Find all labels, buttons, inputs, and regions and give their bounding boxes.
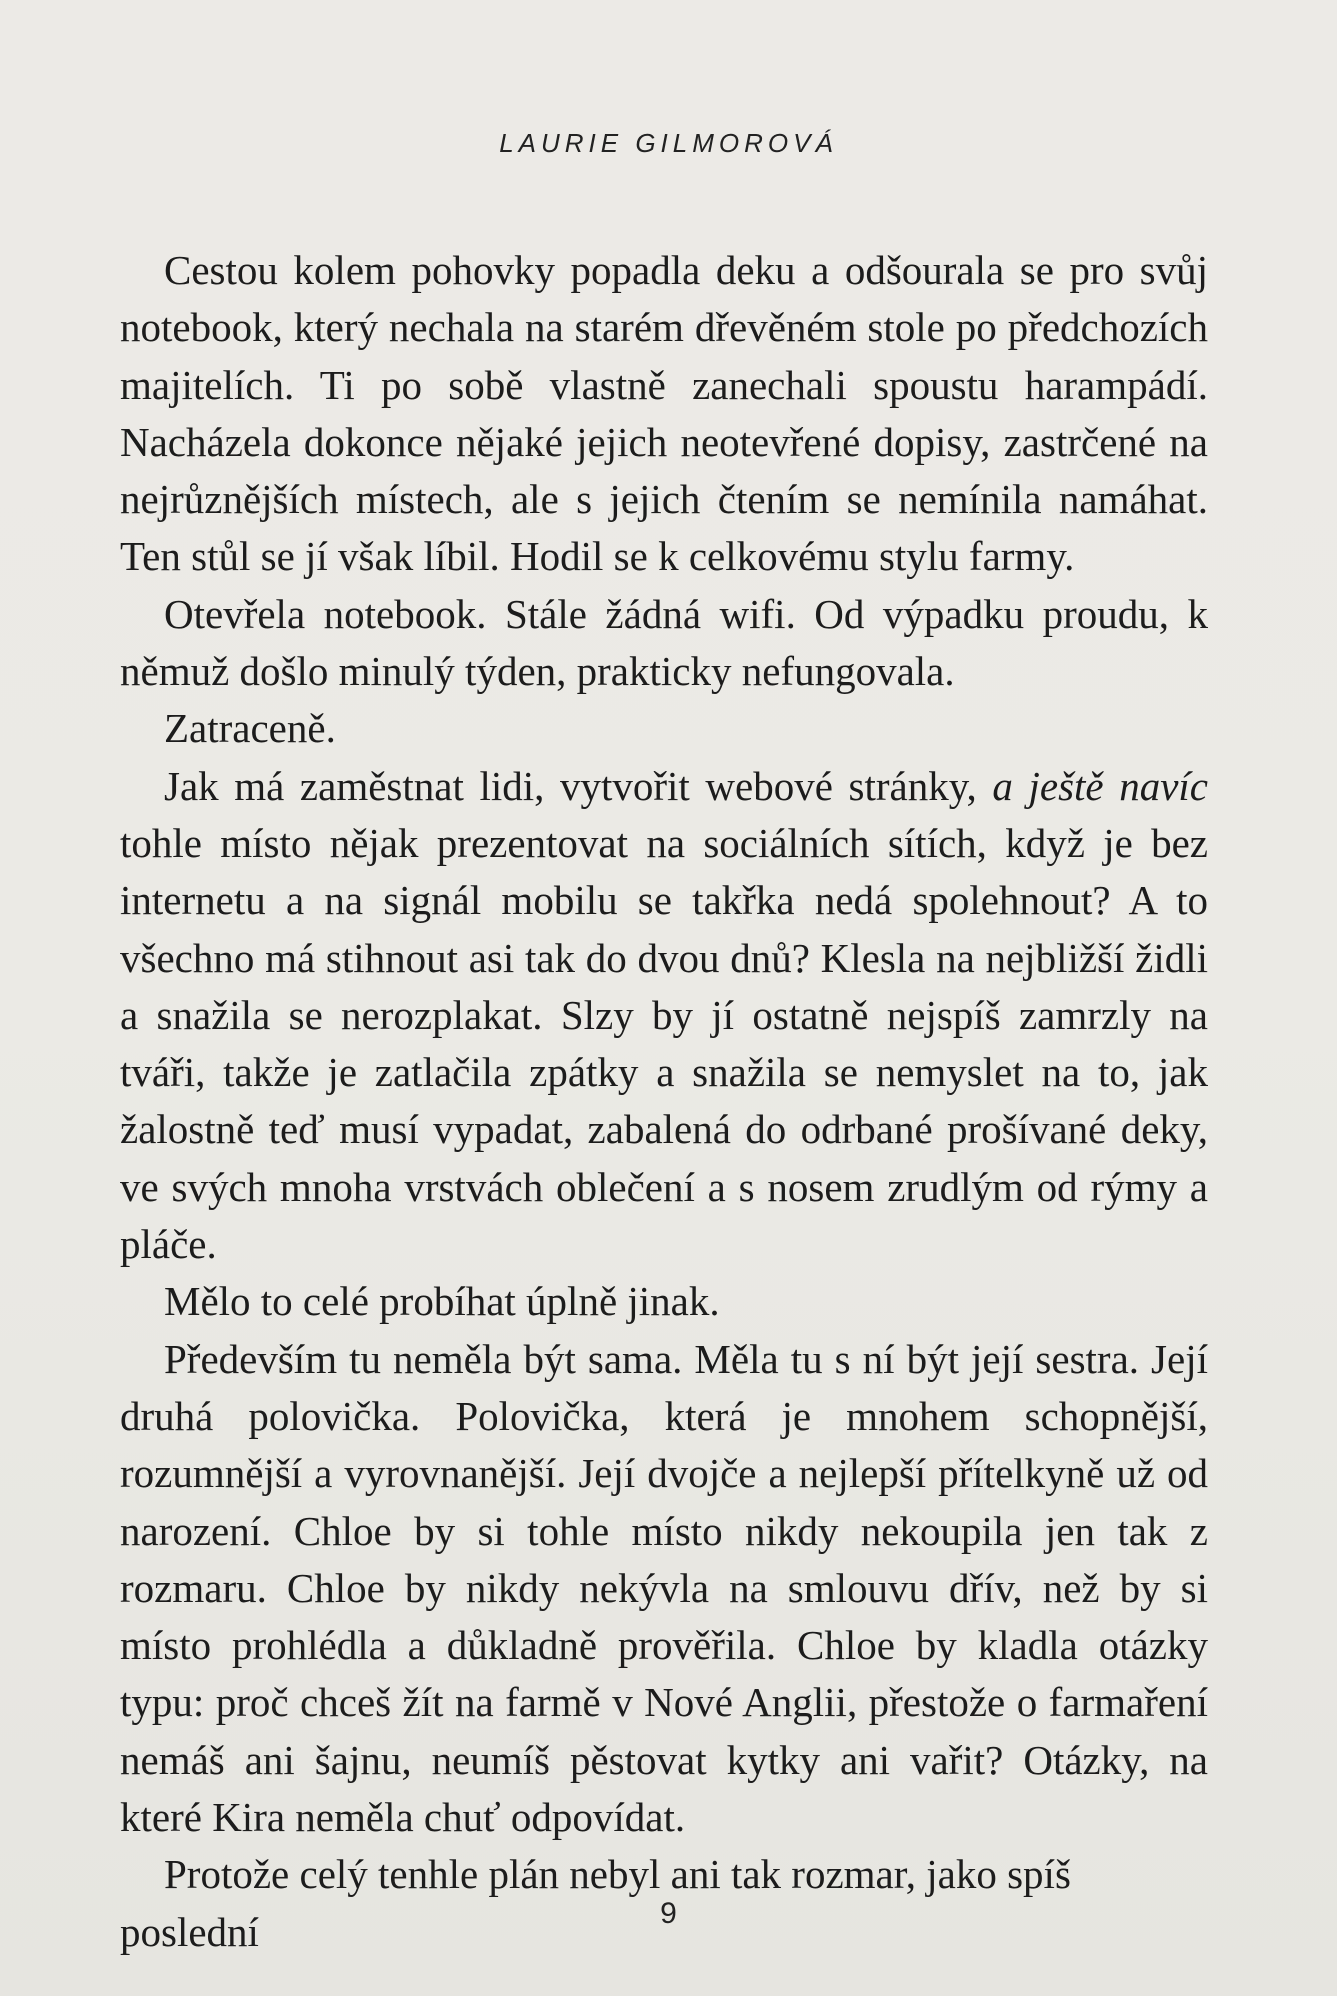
paragraph: Protože celý tenhle plán nebyl ani tak rozmar, jako spíš poslední	[120, 1851, 1071, 1955]
paragraph-text: tohle místo nějak prezentovat na sociálních sítích, když je bez internetu a na signál mobilu se takřka nedá spolehnout? A to všechno má stihnout asi tak do dvou dnů? Klesla na nejbližší židli a snažila se nerozplakat. Slzy by jí ostatně nejspíš zamrzly na tváři, takže je zatlačila zpátky a snažila se nemyslet na to, jak žalostně teď musí vypadat, zabalená do odrbané prošívané deky, ve svých mnoha vrstvách oblečení a s nosem zrudlým od rýmy a pláče.	[120, 819, 1208, 1268]
emphasis-text: a ještě navíc	[992, 762, 1209, 809]
paragraph	[120, 758, 1208, 1274]
paragraph: Především tu neměla být sama. Měla tu s ní být její sestra. Její druhá polovička. Polovička, která je mnohem schopnější, rozumnější a vyrovnanější. Její dvojče a nejlepší přítelkyně už od narození. Chloe by si tohle místo nikdy nekoupila jen tak z rozmaru. Chloe by nikdy nekývla na smlouvu dřív, než by si místo prohlédla a důkladně prověřila. Chloe by kladla otázky typu: proč chceš žít na farmě v Nové Anglii, přestože o farmaření nemáš ani šajnu, neumíš pěstovat kytky ani vařit? Otázky, na které Kira neměla chuť odpovídat.	[120, 1335, 1208, 1841]
paragraph: Cestou kolem pohovky popadla deku a odšourala se pro svůj notebook, který nechala na starém dřevěném stole po předchozích majitelích. Ti po sobě vlastně zanechali spoustu harampádí. Nacházela dokonce nějaké jejich neotevřené dopisy, zastrčené na nejrůznějších místech, ale s jejich čtením se nemínila namáhat. Ten stůl se jí však líbil. Hodil se k celkovému stylu farmy.	[120, 247, 1208, 580]
page-number: 9	[660, 1897, 677, 1930]
paragraph: Mělo to celé probíhat úplně jinak.	[164, 1278, 720, 1325]
paragraph: Zatraceně.	[164, 705, 336, 752]
body-text	[120, 242, 1208, 1961]
paragraph-text: Jak má zaměstnat lidi, vytvořit webové stránky,	[164, 762, 993, 809]
running-header: LAURIE GILMOROVÁ	[499, 128, 838, 158]
paragraph: Otevřela notebook. Stále žádná wifi. Od výpadku proudu, k němuž došlo minulý týden, prakticky nefungovala.	[120, 590, 1208, 695]
